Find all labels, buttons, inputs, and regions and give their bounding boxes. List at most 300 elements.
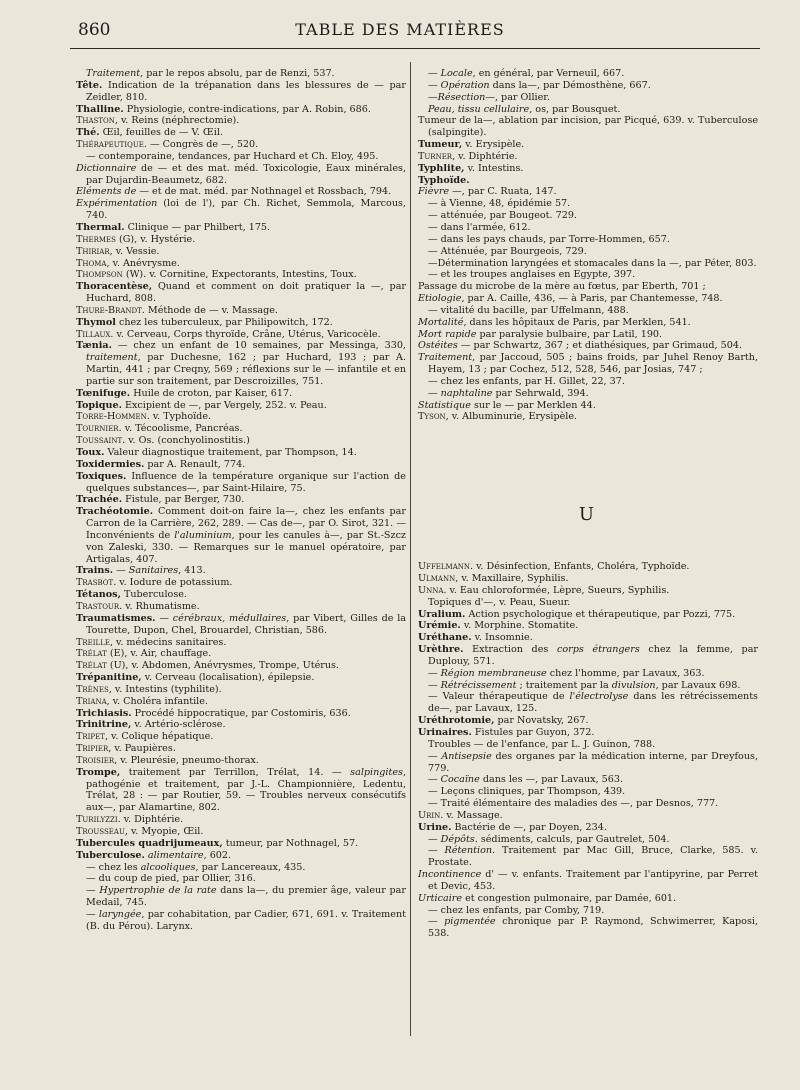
entry-text: — xyxy=(155,612,173,624)
entry-text: , par le repos absolu, par de Renzi, 537. xyxy=(140,68,335,79)
index-entry xyxy=(76,719,406,731)
index-entry xyxy=(418,905,758,917)
index-entry xyxy=(418,822,758,834)
entry-text: , en général, par Verneuil, 667. xyxy=(472,68,625,79)
entry-text: Thaston xyxy=(76,115,115,127)
right-column-top xyxy=(418,68,758,423)
index-entry xyxy=(76,258,406,270)
index-entry xyxy=(76,471,406,495)
entry-text: Passage du microbe de la mère au fœtus, par Eberth, 701 ; xyxy=(418,281,706,293)
entry-text: — xyxy=(428,68,441,79)
entry-text: — xyxy=(428,79,441,91)
index-entry xyxy=(76,731,406,743)
entry-text: Trasbot xyxy=(76,577,114,589)
entry-text: Torre-Hommen xyxy=(76,411,147,423)
index-entry xyxy=(76,589,406,601)
entry-text: Tuberculose. xyxy=(76,849,145,861)
entry-text: dans les —, par Lavaux, 563. xyxy=(479,774,624,786)
index-entry xyxy=(418,845,758,869)
entry-text: Toux. xyxy=(76,447,105,458)
entry-text: — Congrès de —, 520. xyxy=(146,139,259,151)
index-entry xyxy=(418,400,758,412)
index-entry xyxy=(418,916,758,940)
entry-text: Treille xyxy=(76,636,110,648)
entry-text: Traumatismes. xyxy=(76,612,156,624)
entry-text: , pathogénie et traitement, par J.-L. Championnière, Ledentu, Trélat, 28 : — par Routier, 59. — Troubles nerveux consécutifs aux—, par Alamartine, 802. xyxy=(86,766,406,814)
index-entry xyxy=(76,755,406,767)
entry-text: v. Insomnie. xyxy=(471,632,533,644)
entry-text: Bactérie de —, par Doyen, 234. xyxy=(451,821,607,833)
entry-text: Thalline. xyxy=(76,103,124,115)
entry-text: — chez les xyxy=(86,861,141,873)
index-entry xyxy=(76,601,406,613)
index-entry xyxy=(76,447,406,459)
entry-text: , par Jaccoud, 505 ; bains froids, par Juhel Renoy Barth, Hayem, 13 ; par Cochez, 512, 528, 546, par Josias, 747 ; xyxy=(428,352,758,376)
entry-text: Action psychologique et thérapeutique, par Pozzi, 775. xyxy=(465,608,736,620)
index-entry xyxy=(418,751,758,775)
index-entry xyxy=(418,281,758,293)
index-entry xyxy=(418,293,758,305)
entry-text: laryngée xyxy=(98,908,142,920)
index-entry xyxy=(418,352,758,376)
entry-text: — xyxy=(428,750,442,762)
page-header xyxy=(0,14,800,44)
entry-text: — et de mat. méd. par Nothnagel et Rossbach, 794. xyxy=(136,186,392,198)
index-entry xyxy=(418,585,758,597)
entry-text: Comment doit-on faire la—, chez les enfants par Carron de la Carrière, 262, 289. — Cas de—, par O. Sirot, 321. — Inconvénients de xyxy=(86,506,406,541)
entry-text: , v. Paupières. xyxy=(108,743,176,755)
entry-text: pigmentée xyxy=(444,916,496,928)
entry-text: dans la—, par Démosthène, 667. xyxy=(489,79,651,91)
entry-text: . v. Iodure de potassium. xyxy=(113,577,233,589)
entry-text: Huile de croton, par Kaiser, 617. xyxy=(130,387,293,399)
entry-text: l'électrolyse xyxy=(569,691,629,703)
entry-text: Fièvre xyxy=(418,186,450,198)
entry-text: Tubercules quadrijumeaux, xyxy=(76,837,223,849)
entry-text: Uréthrotomie, xyxy=(418,715,495,727)
index-entry xyxy=(418,609,758,621)
entry-text: Thermal. xyxy=(76,221,125,233)
entry-text: Troubles — de l'enfance, par L. J. Guinon, 788. xyxy=(428,738,656,750)
index-entry xyxy=(76,743,406,755)
index-entry xyxy=(418,139,758,151)
index-entry xyxy=(418,411,758,423)
entry-text: Ulmann xyxy=(418,573,456,584)
entry-text: , par Vibert, Gilles de la Tourette, Dupon, Chel, Brouardel, Christian, 586. xyxy=(86,612,406,636)
index-entry xyxy=(76,234,406,246)
entry-text: Thoracentèse, xyxy=(76,281,153,293)
entry-text: Urticaire xyxy=(418,892,463,904)
entry-text: sur le — par Merklen 44. xyxy=(470,399,596,411)
index-entry xyxy=(76,198,406,222)
entry-text: alcooliques xyxy=(140,861,196,873)
index-entry xyxy=(76,435,406,447)
index-entry xyxy=(418,632,758,644)
entry-text: Typhlite, xyxy=(418,162,465,174)
entry-text: Expérimentation xyxy=(76,198,158,210)
entry-text: Locale xyxy=(440,68,473,79)
entry-text: Tyson xyxy=(418,411,446,423)
index-entry xyxy=(76,708,406,720)
entry-text: Thérapeutique. xyxy=(76,139,147,151)
index-entry xyxy=(418,115,758,139)
entry-text: Œil, feuilles de — V. Œil. xyxy=(99,127,223,139)
index-entry xyxy=(418,798,758,810)
entry-text: , dans les hôpitaux de Paris, par Merklen, 541. xyxy=(463,316,691,328)
entry-text: — xyxy=(86,885,100,897)
entry-text: Rétrécissement xyxy=(440,679,517,691)
right-column xyxy=(418,68,758,940)
entry-text: . v. Désinfection, Enfants, Choléra, Typhoïde. xyxy=(470,561,690,573)
entry-text: Typhoïde. xyxy=(418,174,470,186)
index-entry xyxy=(418,269,758,281)
entry-text: Toxidermies. xyxy=(76,458,145,470)
index-entry xyxy=(418,305,758,317)
entry-text: Dictionnaire xyxy=(76,162,137,174)
entry-text: — à Vienne, 48, épidémie 57. xyxy=(428,198,571,210)
index-entry xyxy=(418,680,758,692)
entry-text: Trompe, xyxy=(76,766,121,778)
entry-text: , 413. xyxy=(178,565,206,577)
entry-text: , v. Diphtérie. xyxy=(452,150,518,162)
entry-text: Ostéites xyxy=(418,340,458,352)
entry-text: Dépôts xyxy=(440,833,475,845)
entry-text: traitement par Terrillon, Trélat, 14. — xyxy=(120,766,351,778)
index-entry xyxy=(76,814,406,826)
entry-text: — xyxy=(428,833,441,845)
entry-text: Thymol xyxy=(76,316,116,328)
index-entry xyxy=(76,696,406,708)
entry-text: Influence de la température organique sur l'action de quelques substances—, par Saint-Hilaire, 75. xyxy=(86,470,406,494)
entry-text: —, par C. Ruata, 147. xyxy=(449,186,557,198)
entry-text: v. Intestins. xyxy=(464,162,524,174)
index-entry xyxy=(76,459,406,471)
entry-text: — par Schwartz, 367 ; et diathésiques, par Grimaud, 504. xyxy=(457,340,742,352)
entry-text: — Leçons cliniques, par Thompson, 439. xyxy=(428,786,626,798)
entry-text: . v. Eau chloroformée, Lèpre, Sueurs, Syphilis. xyxy=(443,584,670,596)
entry-text: divulsion xyxy=(611,679,656,691)
index-entry xyxy=(76,838,406,850)
entry-text: . sédiments, calculs, par Gautrelet, 504. xyxy=(474,833,670,845)
index-entry xyxy=(76,68,406,80)
entry-text: Tænia. xyxy=(76,340,112,352)
entry-text: Résection xyxy=(437,91,486,103)
entry-text: Trinitrine, xyxy=(76,719,132,731)
entry-text: Etiologie xyxy=(418,293,462,305)
entry-text: Uralium. xyxy=(418,608,466,620)
entry-text: — xyxy=(428,679,441,691)
entry-text: Sanitaires xyxy=(128,565,179,577)
entry-text: , v. Albuminurie, Erysipèle. xyxy=(445,411,578,423)
entry-text: — xyxy=(428,387,441,399)
entry-text: Physiologie, contre-indications, par A. Robin, 686. xyxy=(123,103,371,115)
index-entry xyxy=(418,810,758,822)
entry-text: — Valeur thérapeutique de xyxy=(428,691,570,703)
entry-text: Quand et comment on doit pratiquer la —, par Huchard, 808. xyxy=(86,281,406,305)
index-entry xyxy=(418,376,758,388)
entry-text: naphtaline xyxy=(440,387,493,399)
index-entry xyxy=(418,668,758,680)
entry-text: Tillaux xyxy=(76,328,111,340)
entry-text: — du coup de pied, par Ollier, 316. xyxy=(86,873,256,885)
entry-text: Trastour xyxy=(76,600,120,612)
index-entry xyxy=(418,644,758,668)
entry-text: Trousseau xyxy=(76,826,125,837)
entry-text: Tripier xyxy=(76,743,109,755)
entry-text: chez les tuberculeux, par Philipowitch, 172. xyxy=(115,316,333,328)
index-entry xyxy=(418,258,758,270)
entry-text: , v. Myopie, Œil. xyxy=(124,826,204,837)
entry-text: (E), v. Air, chauffage. xyxy=(106,648,212,660)
entry-text: d' — v. enfants. Traitement par l'antipyrine, par Perret et Devic, 453. xyxy=(428,869,758,892)
index-entry xyxy=(76,305,406,317)
entry-text: chez la femme, par Duplouy, 571. xyxy=(428,644,759,667)
index-entry xyxy=(418,620,758,632)
entry-text: — vitalité du bacille, par Uffelmann, 488. xyxy=(428,304,629,316)
index-entry xyxy=(418,234,758,246)
index-entry xyxy=(418,175,758,187)
index-entry xyxy=(76,862,406,874)
entry-text: Toussaint xyxy=(76,435,123,447)
index-entry xyxy=(418,715,758,727)
entry-text: Thé. xyxy=(76,127,100,139)
entry-text: Cocaïne xyxy=(440,774,480,786)
entry-text: chronique par P. Raymond, Schwimerrer, Kaposi, 538. xyxy=(428,916,758,940)
entry-text: Tuberculose. xyxy=(120,589,187,601)
entry-text: , pour les canules à—, par St.-Szcz von Zaleski, 330. — Remarques sur le manuel opératoire, par Artigalas, 407. xyxy=(86,529,406,565)
entry-text: l'aluminium xyxy=(174,529,232,541)
entry-text: tumeur, par Nothnagel, 57. xyxy=(222,837,359,849)
entry-text: corps étrangers xyxy=(556,644,640,656)
index-entry xyxy=(418,739,758,751)
left-column xyxy=(76,68,406,933)
entry-text: Tumeur, xyxy=(418,139,463,151)
index-entry xyxy=(76,388,406,400)
entry-text: Topique. xyxy=(76,399,122,411)
entry-text: Clinique — par Philbert, 175. xyxy=(124,221,271,233)
entry-text: — atténuée, par Bougeot. 729. xyxy=(428,210,577,222)
entry-text: , v. médecins sanitaires. xyxy=(109,636,227,648)
entry-text: . v. Typhoïde. xyxy=(146,411,212,423)
entry-text: — dans l'armée, 612. xyxy=(428,221,531,233)
entry-text: —Détermination laryngées et stomacales dans la —, par Péter, 803. xyxy=(428,257,757,269)
entry-text: . v. Diphtérie. xyxy=(117,814,184,826)
index-entry xyxy=(76,281,406,305)
entry-text: Mortalité xyxy=(418,316,464,328)
entry-text: Thoma xyxy=(76,257,107,269)
index-entry xyxy=(76,637,406,649)
index-entry xyxy=(418,573,758,585)
right-column-bottom xyxy=(418,561,758,940)
index-entry xyxy=(418,869,758,893)
entry-text: Turner xyxy=(418,150,453,162)
index-entry xyxy=(76,329,406,341)
entry-text: salpingites xyxy=(350,766,403,778)
entry-text: v. Morphine. Stomatite. xyxy=(460,620,579,632)
index-entry xyxy=(76,80,406,104)
entry-text: Opération xyxy=(440,79,490,91)
entry-text: (loi de l'), par Ch. Richet, Semmola, Marcous, 740. xyxy=(86,198,406,222)
index-entry xyxy=(76,565,406,577)
entry-text: Trachée. xyxy=(76,494,123,506)
entry-text: Thompson xyxy=(76,269,123,281)
index-entry xyxy=(76,222,406,234)
entry-text: Procédé hippocratique, par Costomiris, 636. xyxy=(131,707,351,719)
index-entry xyxy=(418,104,758,116)
entry-text: traitement xyxy=(86,352,138,364)
index-entry xyxy=(76,660,406,672)
index-entry xyxy=(418,774,758,786)
entry-text: Excipient de —, par Vergely, 252. v. Peau. xyxy=(121,399,327,411)
entry-text: des organes par la médication interne, par Dreyfous, 779. xyxy=(428,750,758,774)
index-entry xyxy=(418,893,758,905)
entry-text: Tumeur de la—, ablation par incision, par Picqué, 639. v. Tuberculose (salpingite). xyxy=(418,115,758,139)
entry-text: v. Artério-sclérose. xyxy=(131,719,226,731)
entry-text: — dans les pays chauds, par Torre-Hommen, 657. xyxy=(428,233,670,245)
entry-text: , v. Intestins (typhilite). xyxy=(108,683,222,695)
entry-text: — xyxy=(428,845,445,857)
entry-text: Trains. xyxy=(76,565,114,577)
entry-text: (U), v. Abdomen, Anévrysmes, Trompe, Utérus. xyxy=(106,660,339,672)
entry-text: dans les rétrécissements de—, par Lavaux, 125. xyxy=(428,691,758,715)
index-entry xyxy=(76,494,406,506)
index-entry xyxy=(76,873,406,885)
entry-text: . v. Cerveau, Corps thyroïde, Crâne, Utérus, Varicocèle. xyxy=(110,328,381,340)
index-entry xyxy=(76,127,406,139)
index-entry xyxy=(76,684,406,696)
index-entry xyxy=(418,246,758,258)
index-entry xyxy=(418,727,758,739)
entry-text: — Traité élémentaire des maladies des —, par Desnos, 777. xyxy=(428,798,719,810)
entry-text: Tête. xyxy=(76,79,103,91)
index-entry xyxy=(76,104,406,116)
entry-text: par Novatsky, 267. xyxy=(494,715,589,727)
entry-text: , v. Anévrysme. xyxy=(106,257,180,269)
entry-text: Trachéotomie. xyxy=(76,506,154,518)
index-entry xyxy=(76,246,406,258)
entry-text: Incontinence xyxy=(418,869,482,881)
entry-text: Méthode de — v. Massage. xyxy=(144,304,278,316)
entry-text: , par Lavaux 698. xyxy=(655,679,741,691)
index-entry xyxy=(76,400,406,412)
section-letter: U xyxy=(578,504,598,526)
entry-text: — contemporaine, tendances, par Huchard et Ch. Eloy, 495. xyxy=(86,150,379,162)
entry-text: , v. Colique hépatique. xyxy=(104,731,214,743)
entry-text: — et les troupes anglaises en Egypte, 397. xyxy=(428,269,636,281)
entry-text: . v. Rhumatisme. xyxy=(119,600,200,612)
entry-text: Unna xyxy=(418,584,444,596)
entry-text: . v. Os. (conchyolinostitis.) xyxy=(122,435,250,447)
index-entry xyxy=(76,885,406,909)
entry-text: , v. Maxillaire, Syphilis. xyxy=(455,573,569,584)
entry-text: Topiques d'—, v. Peau, Sueur. xyxy=(428,596,571,608)
entry-text: Extraction des xyxy=(463,644,557,656)
entry-text: — chez les enfants, par H. Gillet, 22, 37. xyxy=(428,375,625,387)
entry-text: Tétanos, xyxy=(76,589,121,601)
entry-text: , par A. Caille, 436, — à Paris, par Chantemesse, 748. xyxy=(461,293,723,305)
entry-text: Troisier xyxy=(76,754,115,766)
entry-text: Fistule, par Berger, 730. xyxy=(122,494,245,506)
entry-text: Trélat xyxy=(76,648,107,660)
entry-text: Statistique xyxy=(418,399,471,411)
index-entry xyxy=(418,80,758,92)
index-entry xyxy=(76,186,406,198)
index-entry xyxy=(76,151,406,163)
entry-text: v. Cerveau (localisation), épilepsie. xyxy=(141,672,315,684)
entry-text: ; traitement par la xyxy=(516,679,612,691)
entry-text: Traitement xyxy=(418,352,473,364)
entry-text: par Sehrwald, 394. xyxy=(492,387,589,399)
entry-text: Peau, tissu cellulaire xyxy=(428,103,530,115)
entry-text: Urin xyxy=(418,809,441,821)
index-entry xyxy=(418,186,758,198)
index-entry xyxy=(76,826,406,838)
entry-text: , v. Pleurésie, pneumo-thorax. xyxy=(114,754,259,766)
entry-text: , par Duchesne, 162 ; par Huchard, 193 ; par A. Martin, 441 ; par Creqny, 569 ; réflexions sur le — infantile et en partie sur son traitement, par Descroizilles, 751. xyxy=(86,352,406,387)
entry-text: Antisepsie xyxy=(441,750,492,762)
entry-text: dans la—, du premier âge, valeur par Medail, 745. xyxy=(86,885,406,909)
index-entry xyxy=(418,68,758,80)
entry-text: Eléments de xyxy=(76,186,137,198)
index-entry xyxy=(76,423,406,435)
entry-text: — xyxy=(428,916,445,928)
index-entry xyxy=(418,222,758,234)
entry-text: Tœnifuge. xyxy=(76,387,131,399)
entry-text: , v. Choléra infantile. xyxy=(106,695,208,707)
entry-text: Fistules par Guyon, 372. xyxy=(471,726,595,738)
index-entry xyxy=(418,151,758,163)
entry-text: — chez un enfant de 10 semaines, par Messinga, 330, xyxy=(111,340,406,352)
entry-text: Uréthane. xyxy=(418,632,472,644)
entry-text: , v. Reins (néphrectomie). xyxy=(114,115,240,127)
index-entry xyxy=(418,691,758,715)
entry-text: , os, par Bousquet. xyxy=(529,103,621,115)
entry-text: — chez les enfants, par Comby, 719. xyxy=(428,904,605,916)
index-entry xyxy=(76,115,406,127)
index-entry xyxy=(418,92,758,104)
entry-text: — Atténuée, par Bourgeois, 729. xyxy=(428,245,587,257)
entry-text: Urémie. xyxy=(418,620,461,632)
index-entry xyxy=(418,317,758,329)
entry-text: Triana xyxy=(76,695,107,707)
index-entry xyxy=(76,909,406,933)
entry-text: Urèthre. xyxy=(418,644,464,656)
index-entry xyxy=(418,561,758,573)
entry-text: . Traitement par Mac Gill, Bruce, Clarke, 585. v. Prostate. xyxy=(428,845,758,869)
entry-text: (W). v. Cornitine, Expectorants, Intestins, Toux. xyxy=(122,269,357,281)
index-entry xyxy=(418,163,758,175)
entry-text: Uffelmann xyxy=(418,561,471,573)
entry-text: Trépanitine, xyxy=(76,672,142,684)
entry-text: —, par Ollier. xyxy=(485,91,550,103)
entry-text: par A. Renault, 774. xyxy=(144,458,246,470)
entry-text: (G), v. Hystérie. xyxy=(115,233,196,245)
index-entry xyxy=(418,198,758,210)
entry-text: Thermes xyxy=(76,233,116,245)
entry-text: Tripet xyxy=(76,731,105,743)
entry-text: alimentaire xyxy=(147,849,204,861)
index-entry xyxy=(418,786,758,798)
entry-text: de — et des mat. méd. Toxicologie, Eaux minérales, par Dujardin-Beaumetz, 682. xyxy=(86,162,406,186)
entry-text: — xyxy=(428,667,441,679)
entry-text: , v. Vessie. xyxy=(109,245,160,257)
index-entry xyxy=(418,340,758,352)
entry-text: Trènes xyxy=(76,683,109,695)
index-entry xyxy=(418,597,758,609)
entry-text: Mort rapide xyxy=(418,328,477,340)
index-entry xyxy=(76,577,406,589)
column-divider xyxy=(410,62,411,1036)
